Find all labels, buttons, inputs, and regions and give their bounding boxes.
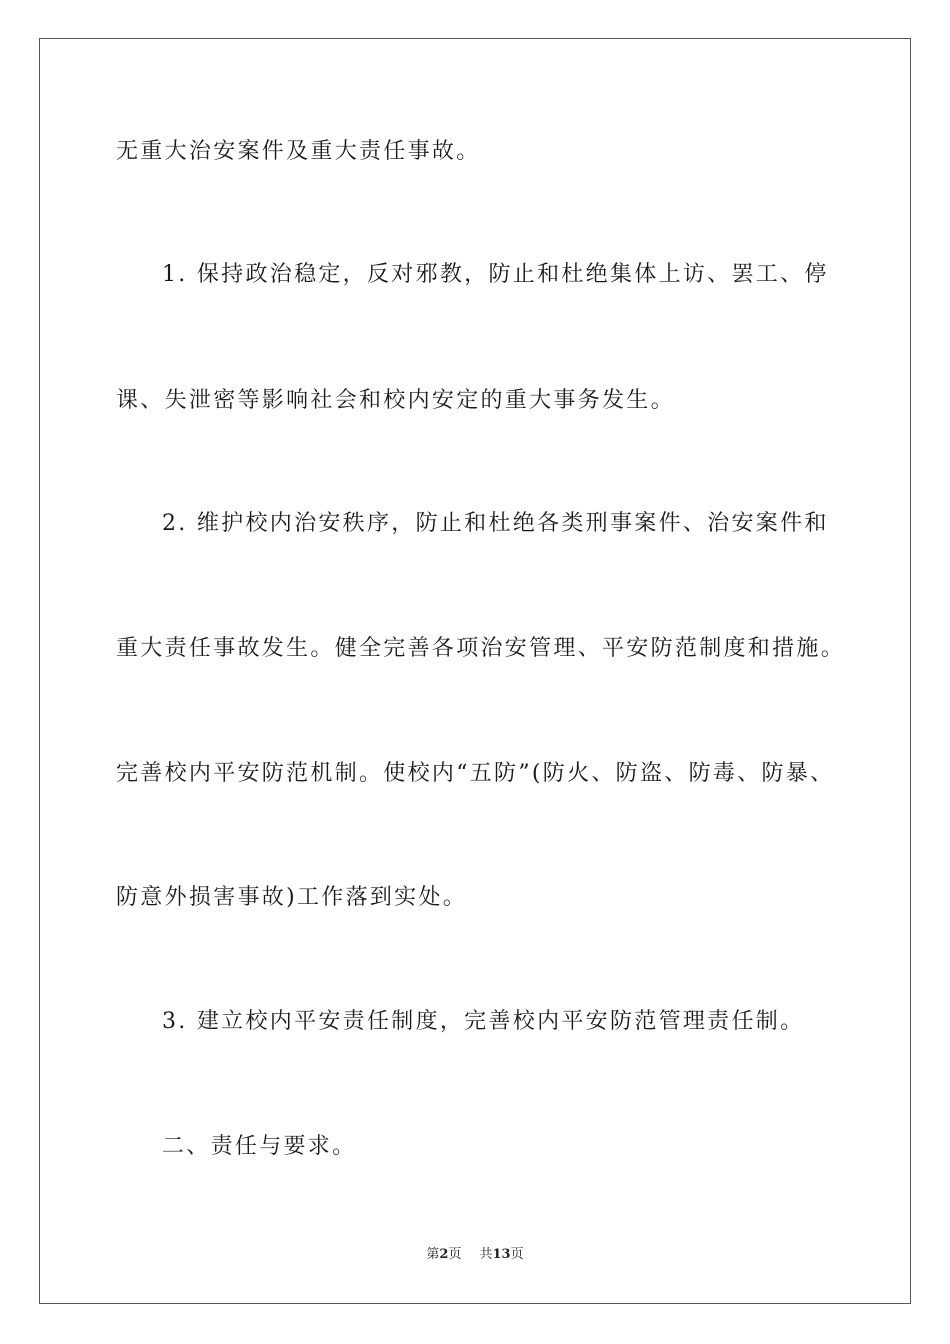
- footer-page-prefix: 第: [426, 1247, 440, 1262]
- footer-total-pages: 13: [492, 1247, 511, 1262]
- section-heading: 二、责任与要求。: [162, 1134, 357, 1159]
- text-line-1: 无重大治安案件及重大责任事故。: [116, 139, 481, 164]
- text-line-5: 重大责任事故发生。健全完善各项治安管理、平安防范制度和措施。: [116, 636, 846, 661]
- text-line-6: 完善校内平安防范机制。使校内“五防”(防火、防盗、防毒、防暴、: [116, 761, 835, 786]
- footer-total-suffix: 页: [510, 1247, 524, 1262]
- text-line-8: 3. 建立校内平安责任制度，完善校内平安防范管理责任制。: [162, 1009, 805, 1034]
- text-line-4: 2. 维护校内治安秩序，防止和杜绝各类刑事案件、治安案件和: [162, 511, 829, 536]
- text-line-2: 1. 保持政治稳定，反对邪教，防止和杜绝集体上访、罢工、停: [162, 262, 829, 287]
- page-border: [39, 38, 911, 1304]
- footer-page-suffix: 页: [448, 1247, 462, 1262]
- text-line-3: 课、失泄密等影响社会和校内安定的重大事务发生。: [116, 388, 675, 413]
- page-footer: [0, 1246, 950, 1264]
- footer-total-prefix: 共: [479, 1247, 493, 1262]
- text-line-7: 防意外损害事故)工作落到实处。: [116, 885, 468, 910]
- footer-page-number: 2: [439, 1247, 449, 1262]
